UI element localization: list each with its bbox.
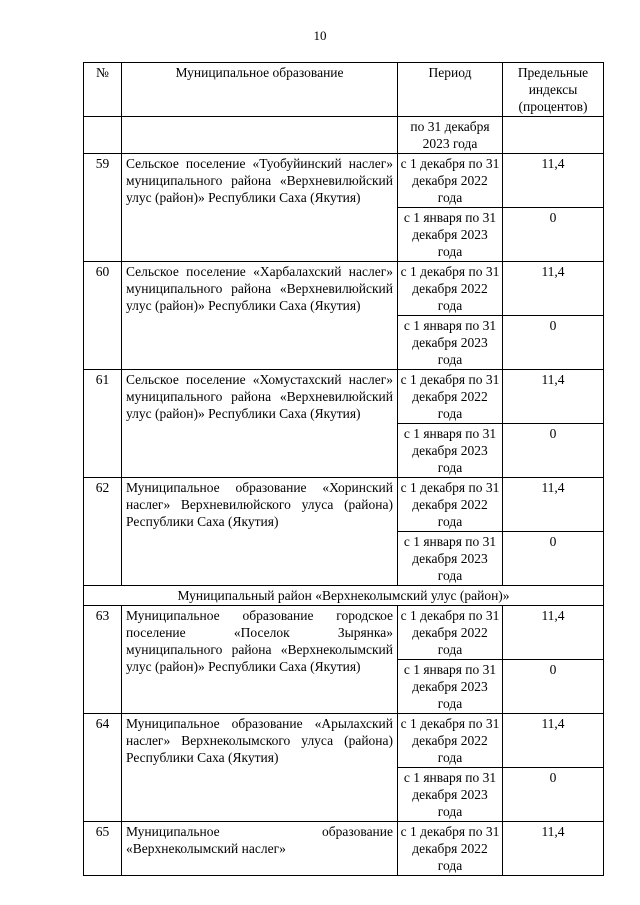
- tariff-index-table: [83, 62, 604, 876]
- period-cell: с 1 декабря по 31 декабря 2022 года: [398, 154, 503, 208]
- municipality-name: Муниципальное образование городское поселение «Поселок Зырянка» муниципального района «Верхнеколымский улус (район)» Республики Саха (Якутия): [122, 606, 398, 714]
- index-value: 11,4: [503, 606, 604, 660]
- section-row: [84, 586, 604, 606]
- table-header-row: [84, 63, 604, 117]
- index-value: 0: [503, 660, 604, 714]
- rows-group-verkhnevilyuysky: [84, 154, 604, 586]
- index-value: 0: [503, 768, 604, 822]
- row-number: 60: [84, 262, 122, 370]
- continuation-num-cell: [84, 117, 122, 154]
- period-cell: с 1 января по 31 декабря 2023 года: [398, 768, 503, 822]
- page-number: 10: [313, 28, 327, 43]
- municipality-name: Сельское поселение «Туобуйинский наслег» муниципального района «Верхневилюйский улус (район)» Республики Саха (Якутия): [122, 154, 398, 262]
- row-number: 62: [84, 478, 122, 586]
- municipality-name: Муниципальное образование «Хоринский наслег» Верхневилюйского улуса (района) Республики Саха (Якутия): [122, 478, 398, 586]
- municipality-name: Сельское поселение «Хомустахский наслег» муниципального района «Верхневилюйский улус (район)» Республики Саха (Якутия): [122, 370, 398, 478]
- period-cell: с 1 декабря по 31 декабря 2022 года: [398, 478, 503, 532]
- header-municipality: Муниципальное образование: [122, 63, 398, 117]
- index-value: 11,4: [503, 478, 604, 532]
- table-row: [84, 478, 604, 532]
- municipality-name: Сельское поселение «Харбалахский наслег» муниципального района «Верхневилюйский улус (район)» Республики Саха (Якутия): [122, 262, 398, 370]
- header-num: №: [84, 63, 122, 117]
- index-value: 0: [503, 316, 604, 370]
- period-cell: с 1 января по 31 декабря 2023 года: [398, 208, 503, 262]
- period-cell: с 1 декабря по 31 декабря 2022 года: [398, 606, 503, 660]
- index-value: 0: [503, 208, 604, 262]
- table-row: [84, 714, 604, 768]
- index-value: 11,4: [503, 822, 604, 876]
- table-row: [84, 606, 604, 660]
- municipality-name: Муниципальное образование «Верхнеколымский наслег»: [122, 822, 398, 876]
- continuation-municipality-cell: [122, 117, 398, 154]
- table-row: [84, 370, 604, 424]
- row-number: 63: [84, 606, 122, 714]
- rows-group-verkhnekolymsky: [84, 606, 604, 822]
- row-number: 59: [84, 154, 122, 262]
- period-cell: с 1 декабря по 31 декабря 2022 года: [398, 714, 503, 768]
- header-index: Предельные индексы (процентов): [503, 63, 604, 117]
- index-value: 11,4: [503, 370, 604, 424]
- header-period: Период: [398, 63, 503, 117]
- period-cell: с 1 декабря по 31 декабря 2022 года: [398, 822, 503, 876]
- period-cell: с 1 декабря по 31 декабря 2022 года: [398, 370, 503, 424]
- period-cell: с 1 января по 31 декабря 2023 года: [398, 424, 503, 478]
- period-cell: с 1 января по 31 декабря 2023 года: [398, 660, 503, 714]
- table-row: [84, 154, 604, 208]
- table-row: [84, 822, 604, 876]
- period-cell: с 1 января по 31 декабря 2023 года: [398, 316, 503, 370]
- row-number: 64: [84, 714, 122, 822]
- index-value: 0: [503, 424, 604, 478]
- row-number: 61: [84, 370, 122, 478]
- period-cell: с 1 января по 31 декабря 2023 года: [398, 532, 503, 586]
- municipality-name: Муниципальное образование «Арылахский наслег» Верхнеколымского улуса (района) Республики Саха (Якутия): [122, 714, 398, 822]
- section-title: Муниципальный район «Верхнеколымский улус (район)»: [84, 586, 604, 606]
- index-value: 11,4: [503, 154, 604, 208]
- continuation-index-cell: [503, 117, 604, 154]
- index-value: 11,4: [503, 714, 604, 768]
- table-row: [84, 262, 604, 316]
- continuation-period: по 31 декабря 2023 года: [398, 117, 503, 154]
- continuation-row: [84, 117, 604, 154]
- index-value: 0: [503, 532, 604, 586]
- index-value: 11,4: [503, 262, 604, 316]
- row-number: 65: [84, 822, 122, 876]
- period-cell: с 1 декабря по 31 декабря 2022 года: [398, 262, 503, 316]
